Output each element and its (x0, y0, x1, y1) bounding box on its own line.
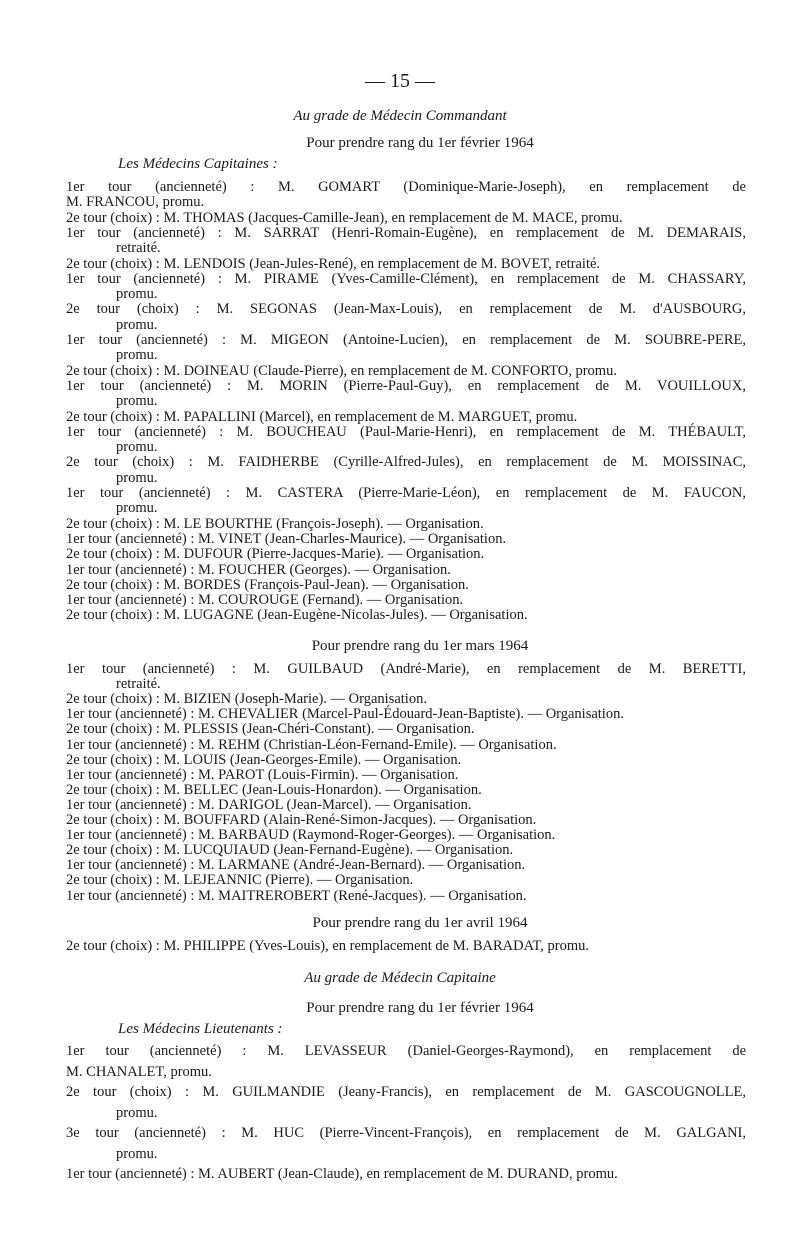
rank-date: Pour prendre rang du 1er février 1964 (306, 135, 534, 151)
grade-heading: Au grade de Médecin Commandant (293, 108, 507, 124)
entry-continuation: promu. (116, 316, 158, 333)
entry-line: 1er tour (ancienneté) : M. DARIGOL (Jean-Marcel). — Organisation. (66, 796, 472, 813)
entry-continuation: promu. (116, 439, 158, 456)
entry-line: 2e tour (choix) : M. BOUFFARD (Alain-René-Simon-Jacques). — Organisation. (66, 812, 537, 828)
entry-continuation: promu. (116, 347, 158, 364)
entry-line: 1er tour (ancienneté) : M. PIRAME (Yves-Camille-Clément), en remplacement de M. CHASSARY, (66, 270, 746, 287)
entry-line: 1er tour (ancienneté) : M. CHEVALIER (Marcel-Paul-Édouard-Jean-Baptiste). — Organisation. (66, 706, 624, 723)
rank-date: Pour prendre rang du 1er mars 1964 (311, 638, 529, 654)
entry-line: 1er tour (ancienneté) : M. AUBERT (Jean-Claude), en remplacement de M. DURAND, promu. (66, 1166, 618, 1182)
entry-line: 2e tour (choix) : M. LE BOURTHE (François-Joseph). — Organisation. (66, 515, 484, 532)
entry-line: 2e tour (choix) : M. LEJEANNIC (Pierre). — Organisation. (66, 872, 414, 889)
entry-line: 2e tour (choix) : M. DUFOUR (Pierre-Jacques-Marie). — Organisation. (66, 546, 485, 563)
entry-line: 1er tour (ancienneté) : M. FOUCHER (Georges). — Organisation. (66, 561, 451, 578)
entry-line: 1er tour (ancienneté) : M. GUILBAUD (André-Marie), en remplacement de M. BERETTI, (66, 661, 746, 677)
entry-line: 2e tour (choix) : M. PAPALLINI (Marcel), en remplacement de M. MARGUET, promu. (66, 408, 578, 425)
entry-line: 2e tour (choix) : M. GUILMANDIE (Jeany-Francis), en remplacement de M. GASCOUGNOLLE, (66, 1084, 746, 1100)
page-number: — 15 — (365, 70, 435, 92)
subheading: Les Médecins Lieutenants : (118, 1021, 283, 1037)
entry-line: 2e tour (choix) : M. THOMAS (Jacques-Camille-Jean), en remplacement de M. MACE, promu. (66, 209, 623, 226)
entry-line: 2e tour (choix) : M. LOUIS (Jean-Georges-Emile). — Organisation. (66, 751, 462, 768)
entry-line: 2e tour (choix) : M. BELLEC (Jean-Louis-Honardon). — Organisation. (66, 781, 482, 798)
entry-line: 1er tour (ancienneté) : M. BOUCHEAU (Paul-Marie-Henri), en remplacement de M. THÉBAULT, (66, 423, 746, 440)
rank-date: Pour prendre rang du 1er février 1964 (306, 1000, 534, 1016)
entry-line: 1er tour (ancienneté) : M. REHM (Christian-Léon-Fernand-Emile). — Organisation. (66, 736, 557, 753)
entry-line: 2e tour (choix) : M. DOINEAU (Claude-Pierre), en remplacement de M. CONFORTO, promu. (66, 362, 617, 379)
entry-continuation: promu. (116, 1104, 158, 1121)
entry-line: 1er tour (ancienneté) : M. BARBAUD (Raymond-Roger-Georges). — Organisation. (66, 827, 556, 844)
entry-continuation: retraité. (116, 240, 161, 257)
entry-line: 2e tour (choix) : M. LUGAGNE (Jean-Eugène-Nicolas-Jules). — Organisation. (66, 607, 528, 624)
entry-line: 1er tour (ancienneté) : M. VINET (Jean-Charles-Maurice). — Organisation. (66, 530, 507, 547)
entry-continuation: M. CHANALET, promu. (66, 1063, 212, 1080)
entry-line: 2e tour (choix) : M. FAIDHERBE (Cyrille-Alfred-Jules), en remplacement de M. MOISSINAC, (66, 454, 746, 471)
entry-line: 2e tour (choix) : M. BIZIEN (Joseph-Marie). — Organisation. (66, 691, 427, 708)
entry-line: 2e tour (choix) : M. LENDOIS (Jean-Jules-René), en remplacement de M. BOVET, retraité. (66, 255, 601, 272)
entry-line: 2e tour (choix) : M. LUCQUIAUD (Jean-Fernand-Eugène). — Organisation. (66, 842, 514, 859)
subheading: Les Médecins Capitaines : (118, 156, 278, 172)
entry-line: 3e tour (ancienneté) : M. HUC (Pierre-Vincent-François), en remplacement de M. GALGANI, (66, 1125, 746, 1141)
entry-line: 1er tour (ancienneté) : M. LARMANE (André-Jean-Bernard). — Organisation. (66, 857, 526, 874)
entry-line: 1er tour (ancienneté) : M. LEVASSEUR (Daniel-Georges-Raymond), en remplacement de (66, 1043, 746, 1059)
entry-continuation: promu. (116, 393, 158, 410)
entry-continuation: promu. (116, 469, 158, 486)
entry-line: 1er tour (ancienneté) : M. MAITREROBERT (René-Jacques). — Organisation. (66, 887, 527, 904)
entry-line: 2e tour (choix) : M. BORDES (François-Paul-Jean). — Organisation. (66, 576, 469, 593)
entry-continuation: retraité. (116, 676, 161, 693)
entry-line: 1er tour (ancienneté) : M. MIGEON (Antoine-Lucien), en remplacement de M. SOUBRE-PERE, (66, 332, 746, 348)
entry-line: 2e tour (choix) : M. PLESSIS (Jean-Chéri-Constant). — Organisation. (66, 721, 475, 738)
entry-continuation: promu. (116, 286, 158, 303)
entry-continuation: promu. (116, 1145, 158, 1162)
entry-line: 1er tour (ancienneté) : M. COUROUGE (Fernand). — Organisation. (66, 592, 464, 609)
grade-heading: Au grade de Médecin Capitaine (304, 970, 496, 986)
entry-continuation: M. FRANCOU, promu. (66, 194, 205, 211)
rank-date: Pour prendre rang du 1er avril 1964 (312, 915, 528, 931)
entry-line: 1er tour (ancienneté) : M. SARRAT (Henri-Romain-Eugène), en remplacement de M. DEMARAIS, (66, 224, 746, 241)
entry-line: 2e tour (choix) : M. SEGONAS (Jean-Max-Louis), en remplacement de M. d'AUSBOURG, (66, 301, 746, 318)
entry-continuation: promu. (116, 500, 158, 517)
entry-line: 1er tour (ancienneté) : M. GOMART (Dominique-Marie-Joseph), en remplacement de (66, 179, 746, 195)
entry-line: 2e tour (choix) : M. PHILIPPE (Yves-Louis), en remplacement de M. BARADAT, promu. (66, 938, 590, 954)
entry-line: 1er tour (ancienneté) : M. PAROT (Louis-Firmin). — Organisation. (66, 766, 459, 783)
entry-line: 1er tour (ancienneté) : M. MORIN (Pierre-Paul-Guy), en remplacement de M. VOUILLOUX, (66, 377, 746, 394)
entry-line: 1er tour (ancienneté) : M. CASTERA (Pierre-Marie-Léon), en remplacement de M. FAUCON, (66, 485, 746, 501)
